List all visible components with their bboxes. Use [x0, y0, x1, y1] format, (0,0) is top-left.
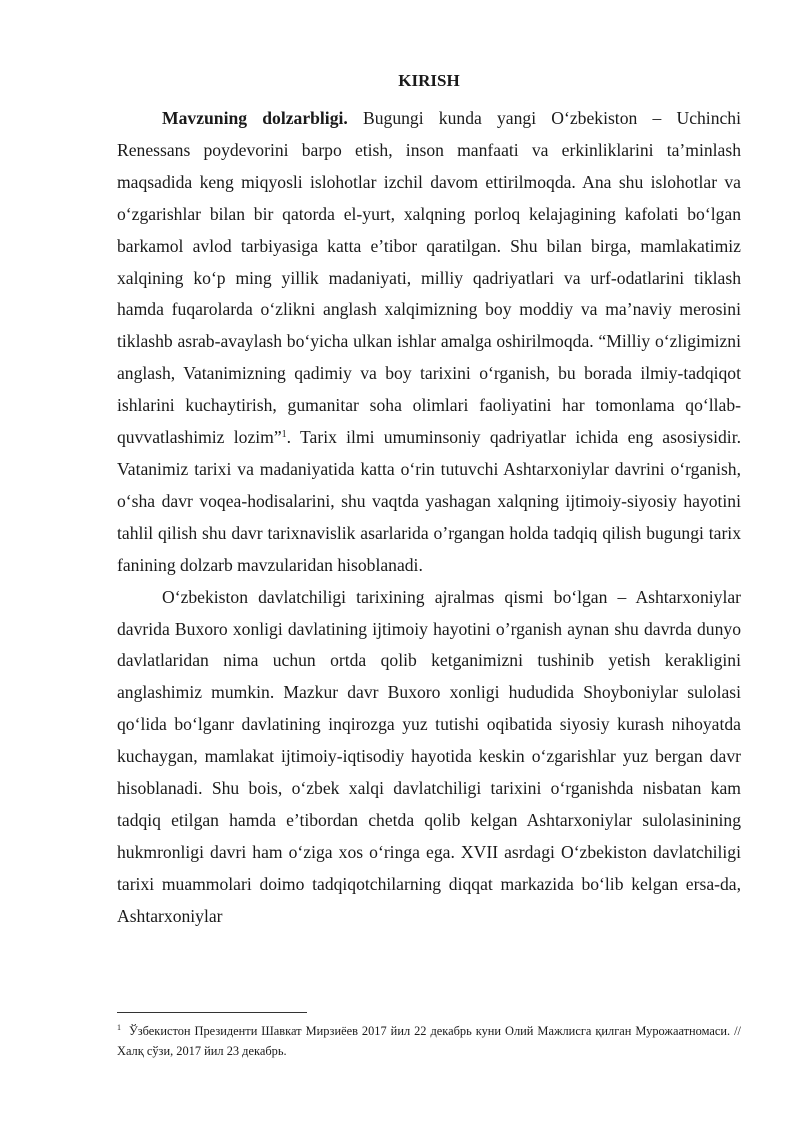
- footnote-divider: [117, 1012, 307, 1013]
- document-page: [117, 70, 741, 933]
- paragraph-tail: . Tarix ilmi umuminsoniy qadriyatlar ichida eng asosiysidir. Vatanimiz tarixi va madaniyatida katta o‘rin tutuvchi Ashtarxoniylar davrini o‘rganish, o‘sha davr voqea-hodisalarini, shu vaqtda yashagan xalqning ijtimoiy-siyosiy hayotini tahlil qilish shu davr tarixnavislik asarlarida o’rgangan holda tadqiq qilish bugungi tarix fanining dolzarb mavzularidan hisoblanadi.: [117, 427, 741, 575]
- footnote: [117, 1018, 741, 1061]
- paragraph-relevance: [117, 103, 741, 582]
- paragraph-history: O‘zbekiston davlatchiligi tarixining ajralmas qismi bo‘lgan – Ashtarxoniylar davrida Buxoro xonligi davlatining ijtimoiy hayotini o’rganish aynan shu davrda dunyo davlatlaridan nima uchun ortda qolib ketganimizni tushinib yetish kerakligini anglashimiz mumkin. Mazkur davr Buxoro xonligi hududida Shoyboniylar sulolasi qo‘lida bo‘lganr davlatining inqirozga yuz tutishi oqibatida siyosiy kurash nihoyatda kuchaygan, mamlakat ijtimoiy-iqtisodiy hayotida keskin o‘zgarishlar yuz bergan davr hisoblanadi. Shu bois, o‘zbek xalqi davlatchiligi tarixini o‘rganishda nisbatan kam tadqiq etilgan hamda e’tibordan chetda qolib kelgan Ashtarxoniylar sulolasinining hukmronligi davri ham o‘ziga xos o‘ringa ega. XVII asrdagi O‘zbekiston davlatchiligi tarixi muammolari doimo tadqiqotchilarning diqqat markazida bo‘lib kelgan ersa-da, Ashtarxoniylar: [117, 586, 741, 926]
- footnote-mark: 1: [117, 1023, 121, 1032]
- footnote-text: Ўзбекистон Президенти Шавкат Мирзиёев 2017 йил 22 декабрь куни Олий Мажлисга қилган Мурожаатномаси. // Халқ сўзи, 2017 йил 23 декабрь.: [117, 1024, 741, 1058]
- paragraph-body: Bugungi kunda yangi O‘zbekiston – Uchinchi Renessans poydevorini barpo etish, inson manfaati va erkinliklarini ta’minlash maqsadida keng miqyosli islohotlar izchil davom ettirilmoqda. Ana shu islohotlar va o‘zgarishlar bilan bir qatorda el-yurt, xalqning porloq kelajagining kafolati bo‘lgan barkamol avlod tarbiyasiga katta e’tibor qaratilgan. Shu bilan birga, mamlakatimiz xalqining ko‘p ming yillik madaniyati, milliy qadriyatlari va urf-odatlarini tiklash hamda fuqarolarda o‘zlikni anglash xalqimizning boy moddiy va ma’naviy merosini tiklashb asrab-avaylash bo‘yicha ulkan ishlar amalga oshirilmoqda. “Milliy o‘zligimizni anglash, Vatanimizning qadimiy va boy tarixini o‘rganish, bu borada ilmiy-tadqiqot ishlarini kuchaytirish, gumanitar soha olimlari faoliyatini har tomonlama qo‘llab-quvvatlashimiz lozim”: [117, 108, 741, 448]
- footnote-reference[interactable]: 1: [281, 429, 287, 441]
- paragraph-lead: Mavzuning dolzarbligi.: [162, 108, 348, 128]
- page-title: KIRISH: [398, 71, 460, 90]
